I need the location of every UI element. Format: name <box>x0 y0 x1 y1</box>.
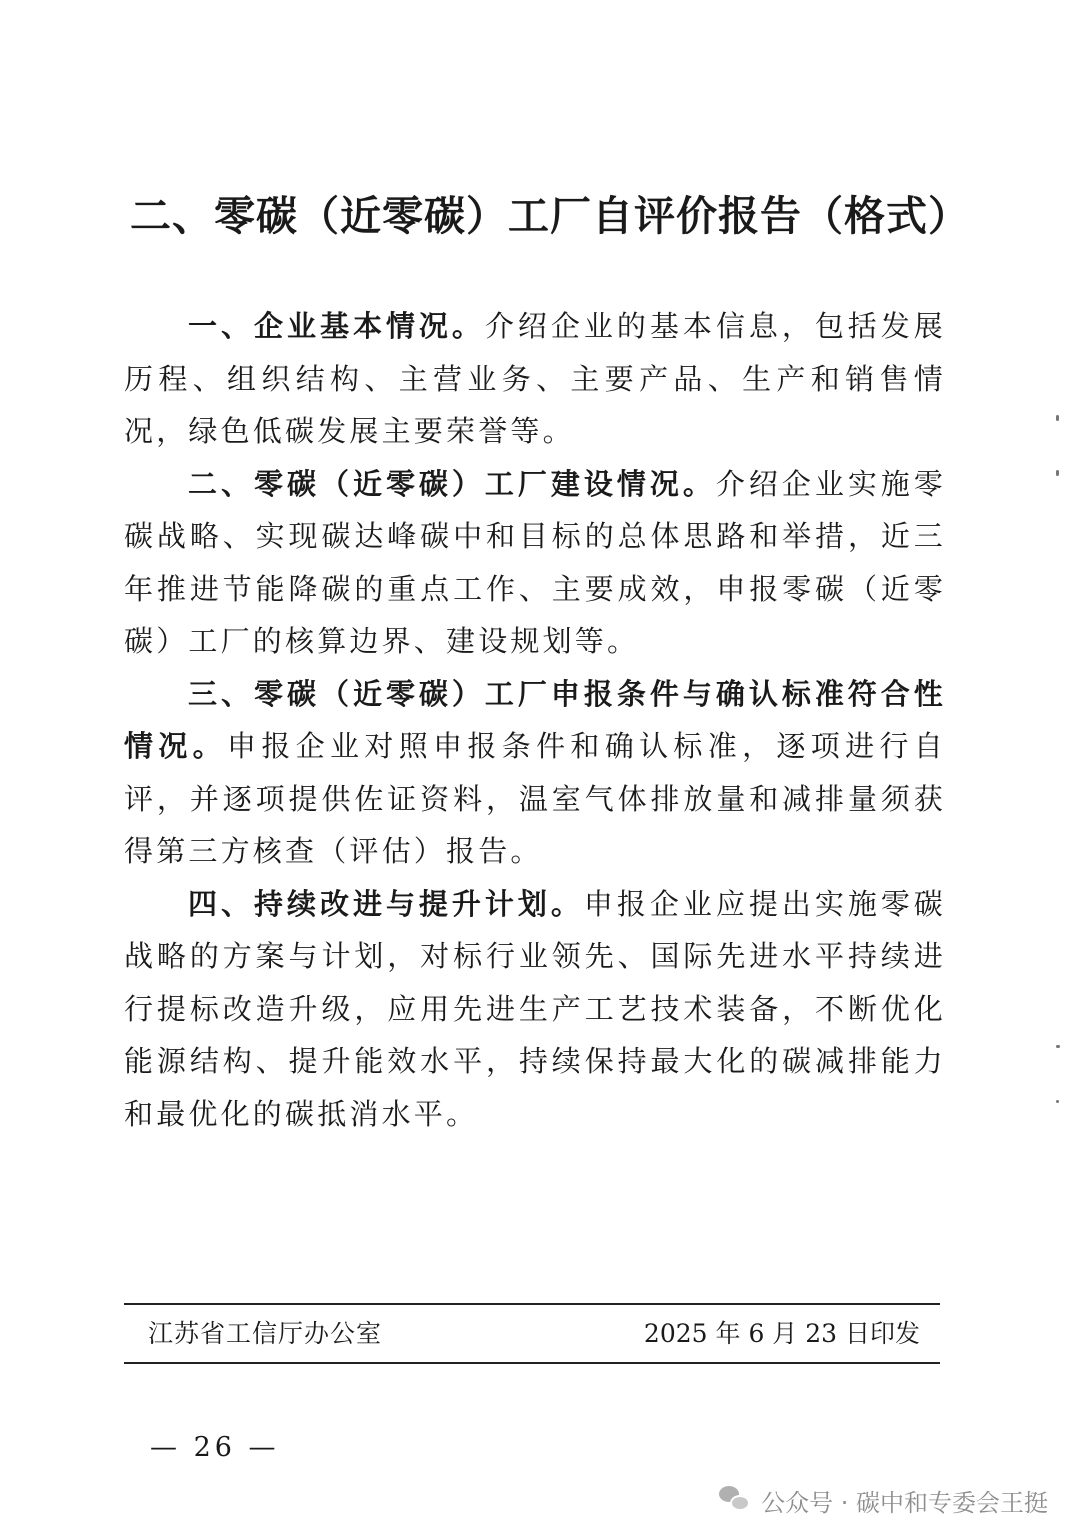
document-body <box>124 300 946 1140</box>
paragraph-improvement-plan <box>124 878 946 1141</box>
footer-date: 2025 年 6 月 23 日印发 <box>643 1319 920 1348</box>
scan-speck <box>1056 415 1059 421</box>
paragraph-text: 申报企业应提出实施零碳战略的方案与计划，对标行业领先、国际先进水平持续进行提标改造升级，应用先进生产工艺技术装备，不断优化能源结构、提升能效水平，持续保持最大化的碳减排能力和最优化的碳抵消水平。 <box>124 886 946 1131</box>
footer-rule-top <box>124 1303 940 1305</box>
scan-speck <box>1056 1045 1060 1048</box>
paragraph-heading: 三、零碳（近零碳）工厂申报条件与确认标准符合性情况。 <box>124 676 946 763</box>
paragraph-text: 申报企业对照申报条件和确认标准，逐项进行自评，并逐项提供佐证资料，温室气体排放量和减排量须获得第三方核查（评估）报告。 <box>124 729 947 868</box>
paragraph-conformity <box>124 668 946 878</box>
scan-speck <box>1056 1100 1059 1103</box>
footer-rule-bottom <box>124 1362 940 1364</box>
paragraph-heading: 二、零碳（近零碳）工厂建设情况。 <box>188 466 716 501</box>
page-number: — 26 — <box>150 1432 280 1463</box>
paragraph-heading: 一、企业基本情况。 <box>188 309 485 343</box>
footer-issuer: 江苏省工信厅办公室 <box>148 1319 383 1348</box>
watermark-text: 公众号 · 碳中和专委会王挺 <box>761 1488 1048 1517</box>
watermark <box>719 1480 1048 1520</box>
paragraph-heading: 四、持续改进与提升计划。 <box>188 886 584 921</box>
wechat-icon <box>719 1486 751 1514</box>
paragraph-basic-info <box>124 300 946 458</box>
scan-speck <box>1056 470 1059 476</box>
paragraph-text: 介绍企业实施零碳战略、实现碳达峰碳中和目标的总体思路和举措，近三年推进节能降碳的重点工作、主要成效，申报零碳（近零碳）工厂的核算边界、建设规划等。 <box>124 466 947 658</box>
paragraph-text: 介绍企业的基本信息，包括发展历程、组织结构、主营业务、主要产品、生产和销售情况，绿色低碳发展主要荣誉等。 <box>124 309 946 448</box>
page-title: 二、零碳（近零碳）工厂自评价报告（格式） <box>130 192 970 240</box>
paragraph-construction <box>124 458 946 668</box>
